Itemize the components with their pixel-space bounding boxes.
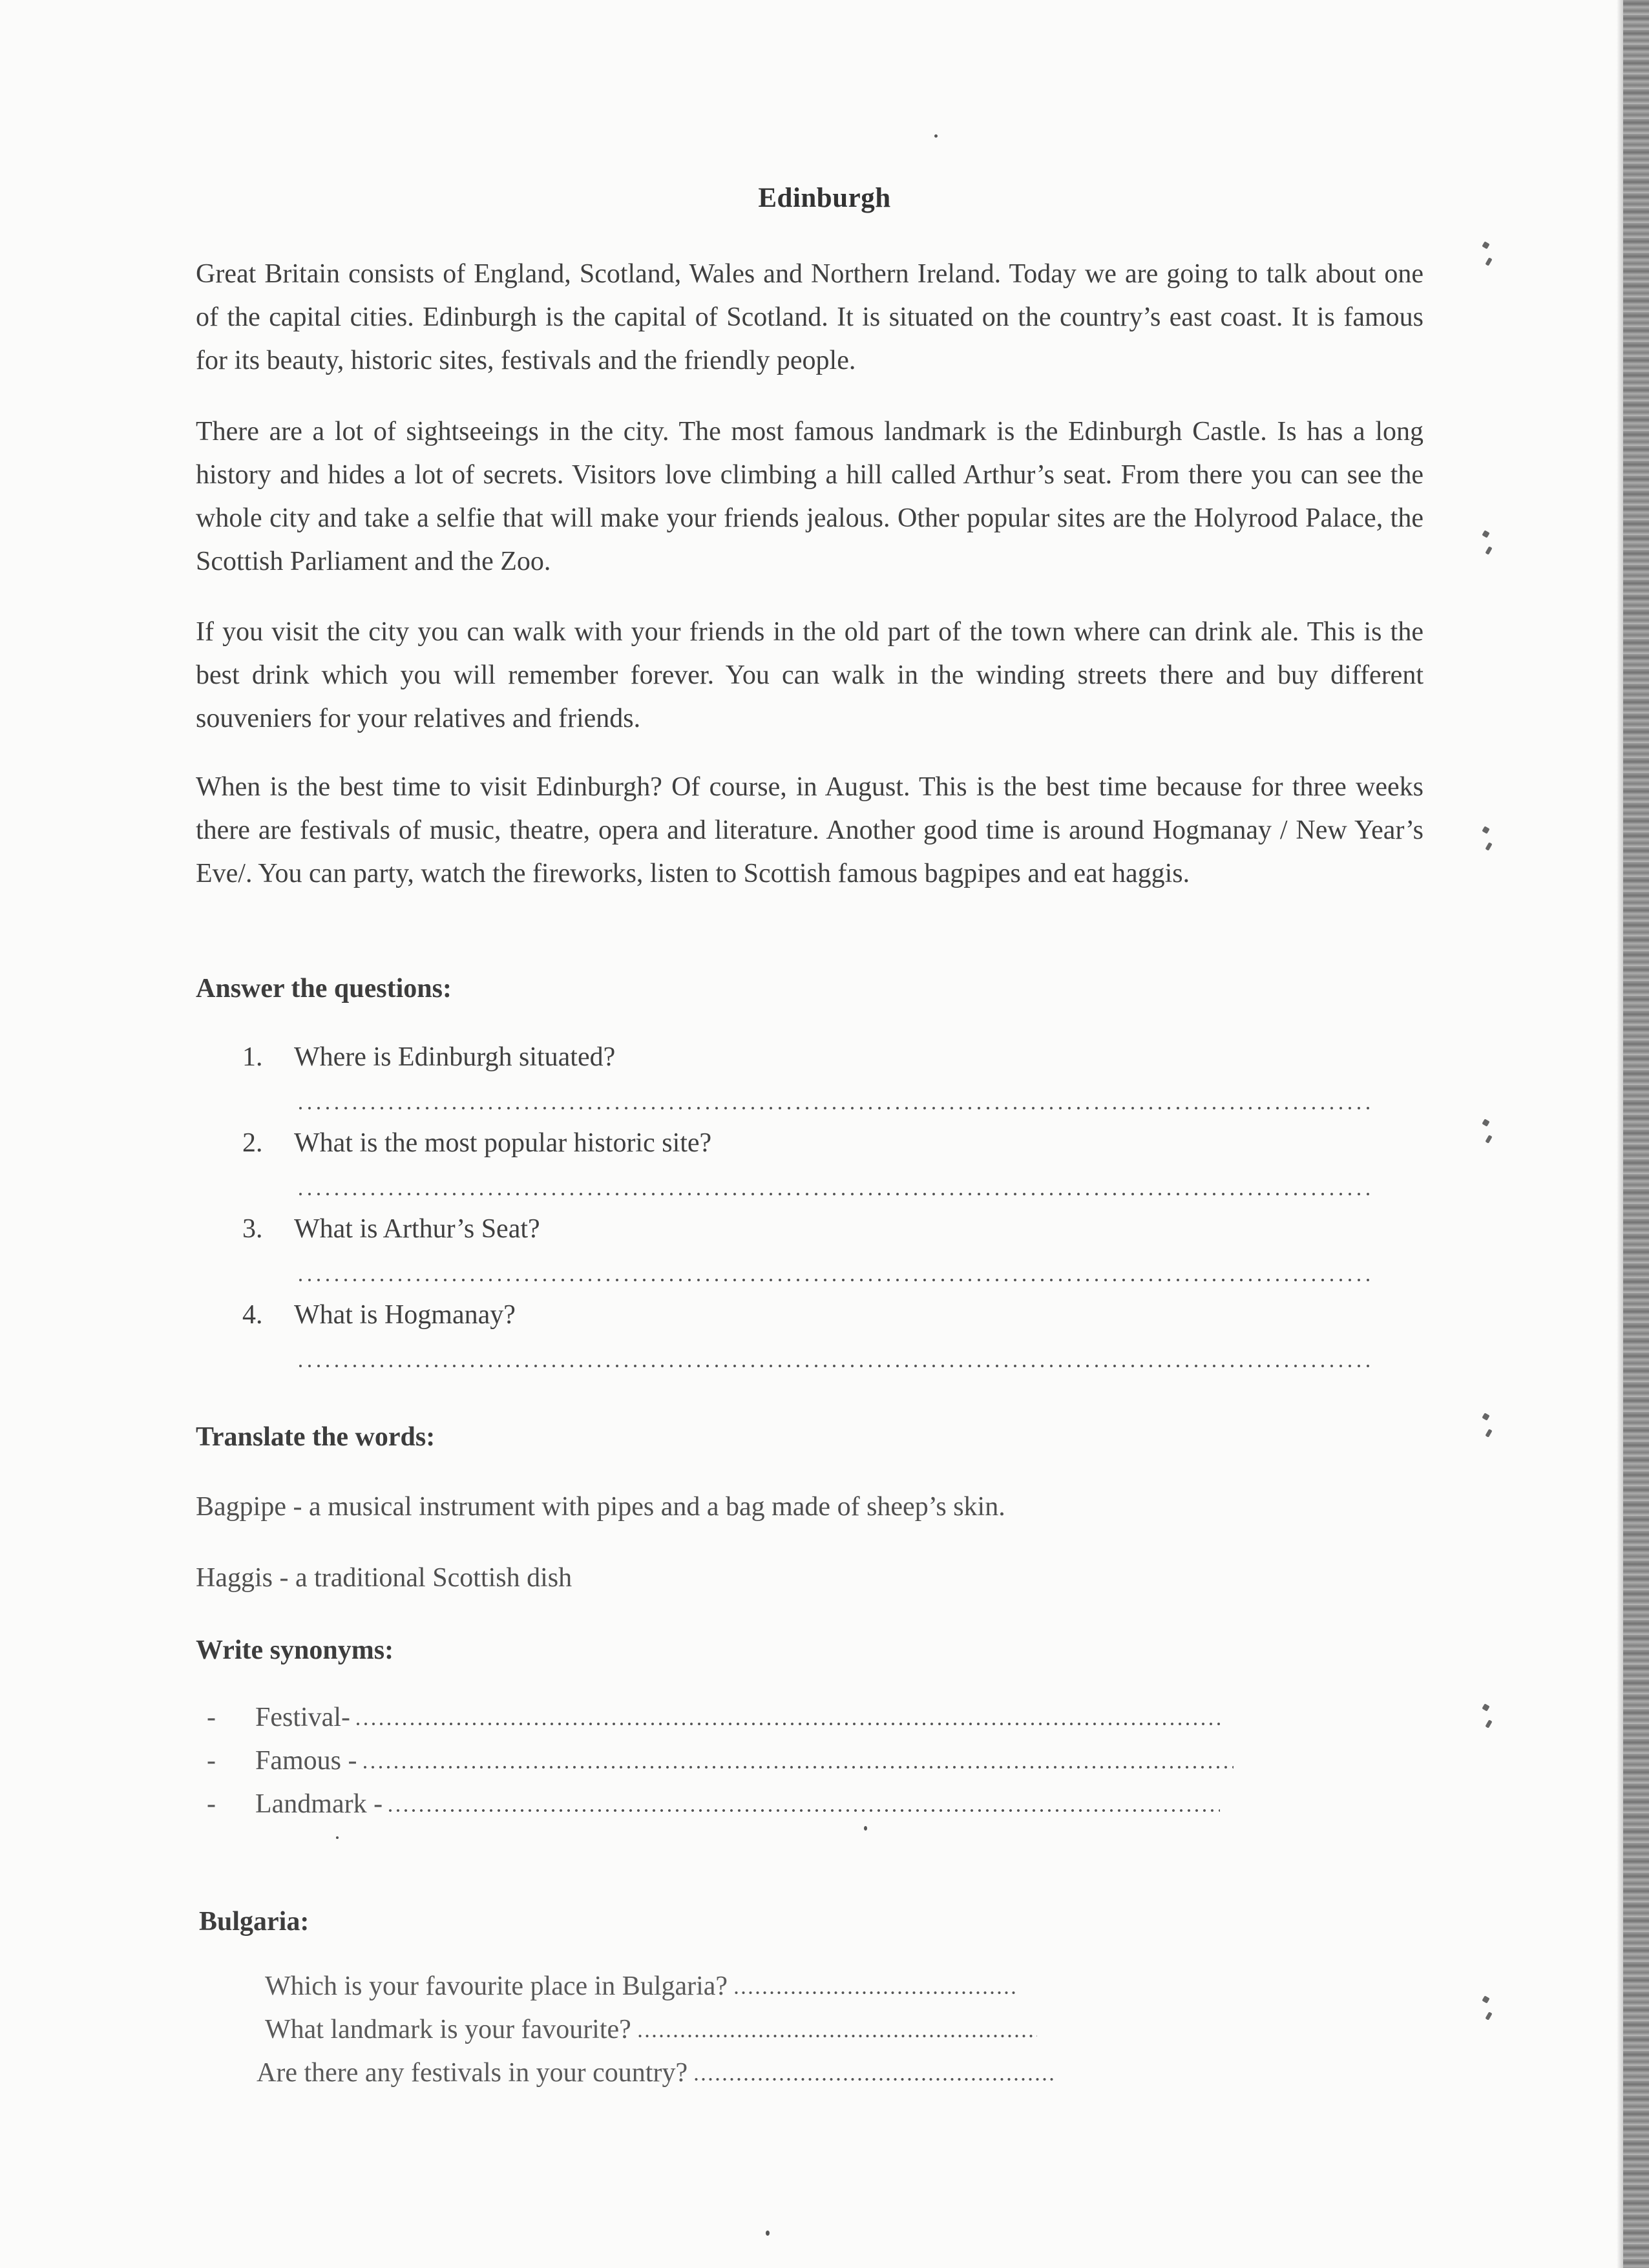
paragraph: Great Britain consists of England, Scotland, Wales and Northern Ireland. Today we are going to talk about one of the capital cities. Edinburgh is the capital of Scotland. It is situated on the country’s east coast. It is famous for its beauty, historic sites, festivals and the friendly people.: [196, 259, 1423, 375]
bulgaria-answer-line[interactable]: [733, 1991, 1017, 1995]
list-dash: -: [207, 1789, 216, 1819]
punch-mark: [1483, 1414, 1497, 1442]
bulgaria-question-text: Are there any festivals in your country?: [257, 2058, 688, 2088]
scan-speck: [336, 1836, 339, 1839]
list-dash: -: [207, 1746, 216, 1776]
bulgaria-question: [257, 2057, 1055, 2088]
page-title: Edinburgh: [758, 183, 891, 213]
synonym-word: Landmark -: [255, 1789, 383, 1819]
synonym-item: [207, 1702, 1220, 1733]
scan-binding-shadow: [1617, 0, 1623, 2268]
bulgaria-question-text: What landmark is your favourite?: [265, 2015, 631, 2044]
question-item: [242, 1042, 615, 1073]
answer-line[interactable]: [296, 1192, 1375, 1196]
question-number: 2.: [242, 1128, 263, 1158]
question-number: 1.: [242, 1042, 263, 1072]
bulgaria-answer-line[interactable]: [693, 2077, 1055, 2081]
synonym-item: [207, 1745, 1234, 1776]
punch-mark: [1483, 827, 1497, 856]
punch-mark: [1483, 531, 1497, 560]
paragraph: There are a lot of sightseeings in the city. The most famous landmark is the Edinburgh Castle. Is has a long history and hides a lot of secrets. Visitors love climbing a hill called Arthur’s seat. From there you can see the whole city and take a selfie that will make your friends jealous. Other popular sites are the Holyrood Palace, the Scottish Parliament and the Zoo.: [196, 417, 1423, 576]
bulgaria-question: [265, 1971, 1017, 2002]
question-text: What is Hogmanay?: [294, 1300, 516, 1330]
synonym-answer-line[interactable]: [386, 1809, 1220, 1812]
punch-mark: [1483, 1120, 1497, 1148]
question-item: [242, 1213, 540, 1244]
bulgaria-question-text: Which is your favourite place in Bulgaria?: [265, 1971, 728, 2001]
punch-mark: [1483, 1705, 1497, 1733]
answer-line[interactable]: [296, 1278, 1375, 1282]
translation-item: Haggis - a traditional Scottish dish: [196, 1563, 572, 1593]
question-item: [242, 1299, 516, 1330]
bulgaria-answer-line[interactable]: [636, 2034, 1037, 2038]
bulgaria-question: [265, 2014, 1037, 2045]
punch-mark: [1483, 242, 1497, 271]
question-number: 4.: [242, 1300, 263, 1330]
question-text: Where is Edinburgh situated?: [294, 1042, 616, 1072]
scan-binding-edge: [1623, 0, 1649, 2268]
translate-heading: Translate the words:: [196, 1422, 436, 1452]
synonym-item: [207, 1789, 1220, 1820]
answer-line[interactable]: [296, 1106, 1375, 1110]
synonyms-heading: Write synonyms:: [196, 1635, 394, 1665]
synonym-answer-line[interactable]: [361, 1765, 1234, 1769]
answer-questions-heading: Answer the questions:: [196, 974, 452, 1003]
scan-speck: [864, 1826, 867, 1831]
question-text: What is Arthur’s Seat?: [294, 1214, 540, 1244]
translation-item: Bagpipe - a musical instrument with pipes and a bag made of sheep’s skin.: [196, 1492, 1005, 1522]
question-text: What is the most popular historic site?: [294, 1128, 712, 1158]
paragraph: When is the best time to visit Edinburgh? Of course, in August. This is the best time because for three weeks there are festivals of music, theatre, opera and literature. Another good time is around Hogmanay / New Year’s Eve/. You can party, watch the fireworks, listen to Scottish famous bagpipes and eat haggis.: [196, 772, 1423, 888]
paragraph: If you visit the city you can walk with your friends in the old part of the town where can drink ale. This is the best drink which you will remember forever. You can walk in the winding streets there and buy different souveniers for your relatives and friends.: [196, 617, 1423, 733]
bulgaria-heading: Bulgaria:: [199, 1907, 310, 1937]
list-dash: -: [207, 1703, 216, 1732]
scan-speck: [766, 2231, 770, 2236]
question-item: [242, 1128, 711, 1159]
punch-mark: [1483, 1997, 1497, 2025]
synonym-word: Festival-: [255, 1703, 350, 1732]
synonym-word: Famous -: [255, 1746, 357, 1776]
answer-line[interactable]: [296, 1364, 1375, 1368]
synonym-answer-line[interactable]: [354, 1722, 1220, 1726]
question-number: 3.: [242, 1214, 263, 1244]
scan-speck: [934, 134, 938, 138]
